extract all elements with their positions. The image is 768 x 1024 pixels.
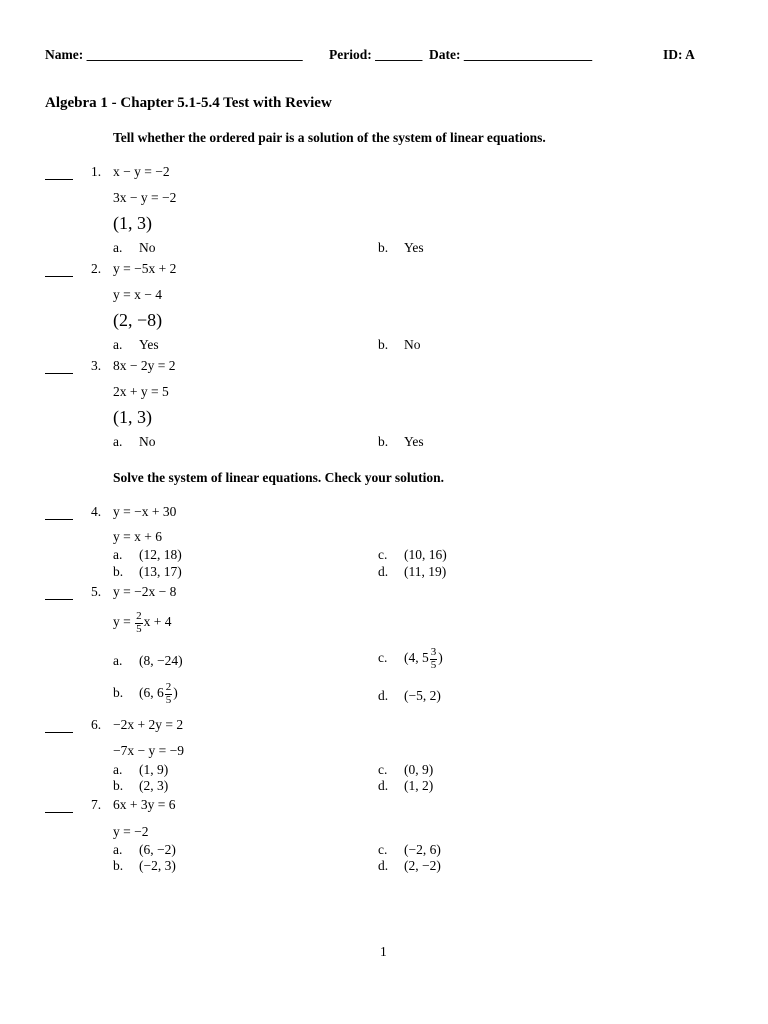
choice-a: a. (8, −24) [113, 653, 183, 668]
choice-a: a. (6, −2) [113, 842, 176, 857]
question-number: 5. [91, 584, 102, 599]
choice-a: a. No [113, 434, 156, 449]
page-title: Algebra 1 - Chapter 5.1-5.4 Test with Review [45, 95, 332, 111]
question-number: 3. [91, 358, 102, 373]
choice-b: b. No [378, 337, 421, 352]
answer-blank-2[interactable] [45, 276, 73, 277]
choice-a: a. Yes [113, 337, 159, 352]
page-number: 1 [380, 944, 387, 959]
question-number: 6. [91, 717, 102, 732]
choice-b: b. (13, 17) [113, 564, 182, 579]
choice-a: a. (12, 18) [113, 547, 182, 562]
choice-d: d. (11, 19) [378, 564, 447, 579]
ordered-pair: (1, 3) [113, 213, 152, 233]
choice-a: a. (1, 9) [113, 762, 169, 777]
equation-1: y = −5x + 2 [113, 261, 177, 276]
question-number: 7. [91, 797, 102, 812]
choice-c: c. (10, 16) [378, 547, 447, 562]
question-number: 1. [91, 164, 102, 179]
equation-1: 8x − 2y = 2 [113, 358, 176, 373]
equation-1: −2x + 2y = 2 [113, 717, 184, 732]
equation-1: 6x + 3y = 6 [113, 797, 176, 812]
equation-2: y = $\frac{2}{5}$ x + 4 [113, 610, 172, 635]
equation-1: y = −x + 30 [113, 504, 177, 519]
section-1-instruction: Tell whether the ordered pair is a solution of the system of linear equations. [113, 130, 546, 145]
choice-a: a. No [113, 240, 156, 255]
equation-1: y = −2x − 8 [113, 584, 177, 599]
choice-b: b. (−2, 3) [113, 858, 176, 873]
choice-b: b. Yes [378, 434, 424, 449]
choice-b: b. Yes [378, 240, 424, 255]
equation-2: y = x + 6 [113, 529, 162, 544]
equation-2: 3x − y = −2 [113, 190, 177, 205]
fraction: $\frac{3}{5}$ [430, 646, 437, 671]
answer-blank-5[interactable] [45, 599, 73, 600]
choice-c: c. (−2, 6) [378, 842, 441, 857]
fraction: $\frac{2}{5}$ [165, 681, 172, 706]
equation-2: y = −2 [113, 824, 149, 839]
choice-d: d. (2, −2) [378, 858, 441, 873]
answer-blank-6[interactable] [45, 732, 73, 733]
choice-b: b. (2, 3) [113, 778, 169, 793]
test-id: ID: A [663, 47, 695, 62]
equation-2: 2x + y = 5 [113, 384, 169, 399]
name-field-label: Name: ________________________________ [45, 47, 303, 62]
answer-blank-1[interactable] [45, 179, 73, 180]
question-number: 4. [91, 504, 102, 519]
answer-blank-3[interactable] [45, 373, 73, 374]
equation-1: x − y = −2 [113, 164, 170, 179]
fraction: $\frac{2}{5}$ [136, 610, 142, 635]
choice-c: c. (0, 9) [378, 762, 434, 777]
answer-blank-4[interactable] [45, 519, 73, 520]
choice-d: d. (−5, 2) [378, 688, 441, 703]
choice-b: b. (6, 6 $\frac{2}{5}$ ) [113, 681, 178, 706]
ordered-pair: (1, 3) [113, 407, 152, 427]
equation-2: −7x − y = −9 [113, 743, 184, 758]
date-field-label: Date: ___________________ [429, 47, 593, 62]
choice-c: c. (4, 5 $\frac{3}{5}$ ) [378, 646, 443, 671]
choice-d: d. (1, 2) [378, 778, 434, 793]
section-2-instruction: Solve the system of linear equations. Check your solution. [113, 470, 445, 485]
ordered-pair: (2, −8) [113, 310, 163, 330]
period-field-label: Period: _______ [329, 47, 423, 62]
equation-2: y = x − 4 [113, 287, 162, 302]
answer-blank-7[interactable] [45, 812, 73, 813]
question-number: 2. [91, 261, 102, 276]
